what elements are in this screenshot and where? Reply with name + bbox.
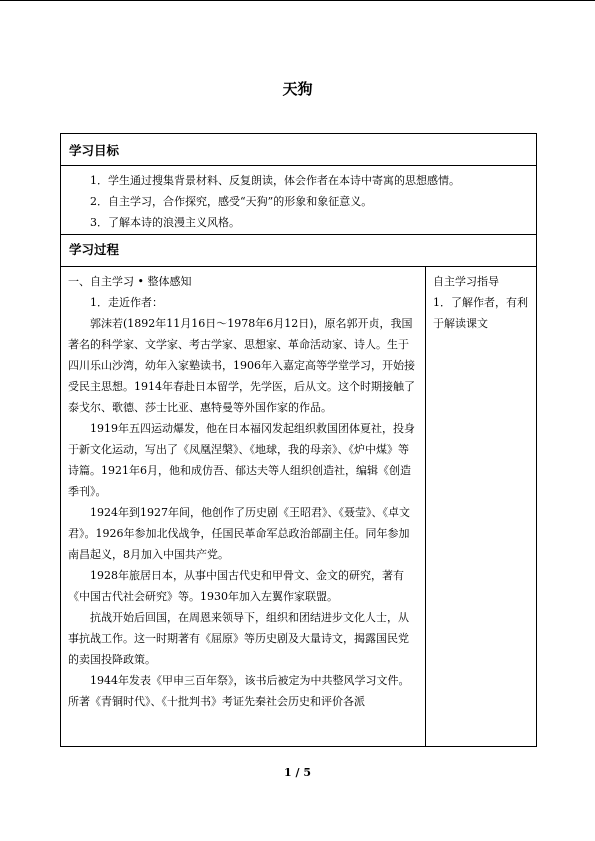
table-divider [61, 165, 536, 166]
paragraph: 抗战开始后回国，在周恩来领导下，组织和团结进步文化人士，从事抗战工作。这一时期著有《屈原》等历史剧及大量诗文，揭露国民党的卖国投降政策。 [68, 611, 409, 666]
process-side-column [426, 267, 536, 334]
process-heading: 学习过程 [69, 242, 120, 257]
side-heading: 自主学习指导 [433, 275, 499, 288]
goals-heading: 学习目标 [69, 143, 120, 158]
goal-item: 1．学生通过搜集背景材料、反复朗读，体会作者在本诗中寄寓的思想感情。 [90, 174, 460, 187]
paragraph: 1919年五四运动爆发，他在日本福冈发起组织救国团体夏社，投身于新文化运动，写出了《凤凰涅槃》、《地球，我的母亲》、《炉中煤》等诗篇。1921年6月，他和成仿吾、郁达夫等人组织创造社，编辑《创造季刊》。 [68, 422, 415, 498]
paragraph: 1944年发表《甲申三百年祭》，该书后被定为中共整风学习文件。所著《青铜时代》、《十批判书》考证先秦社会历史和评价各派 [68, 674, 410, 708]
page-title: 天狗 [282, 80, 313, 98]
part-heading: 一、自主学习 • 整体感知 [68, 275, 192, 288]
paragraph: 郭沫若(1892年11月16日～1978年6月12日)，原名郭开贞，我国著名的科学家、文学家、考古学家、思想家、革命活动家、诗人。生于四川乐山沙湾，幼年入家塾读书，1906年入嘉定高等学堂学习，开始接受民主思想。1914年春赴日本留学，先学医，后从文。这个时期接触了泰戈尔、歌德、莎士比亚、惠特曼等外国作家的作品。 [68, 317, 415, 414]
side-note: 1．了解作者，有利于解读课文 [433, 296, 528, 330]
process-main-column [61, 267, 426, 747]
page-indicator: 1 / 5 [284, 766, 311, 779]
top-rule [0, 0, 595, 1]
goal-item: 2．自主学习，合作探究，感受“天狗”的形象和象征意义。 [90, 195, 373, 208]
paragraph: 1924年到1927年间，他创作了历史剧《王昭君》、《聂莹》、《卓文君》。1926年参加北伐战争，任国民革命军总政治部副主任。同年参加南昌起义，8月加入中国共产党。 [68, 506, 410, 561]
goal-item: 3．了解本诗的浪漫主义风格。 [90, 216, 240, 229]
goals-list [61, 170, 536, 233]
paragraph: 1928年旅居日本，从事中国古代史和甲骨文、金文的研究，著有《中国古代社会研究》等。1930年加入左翼作家联盟。 [68, 569, 404, 603]
worksheet-table [60, 133, 537, 747]
item-heading: 1．走近作者： [90, 296, 163, 309]
